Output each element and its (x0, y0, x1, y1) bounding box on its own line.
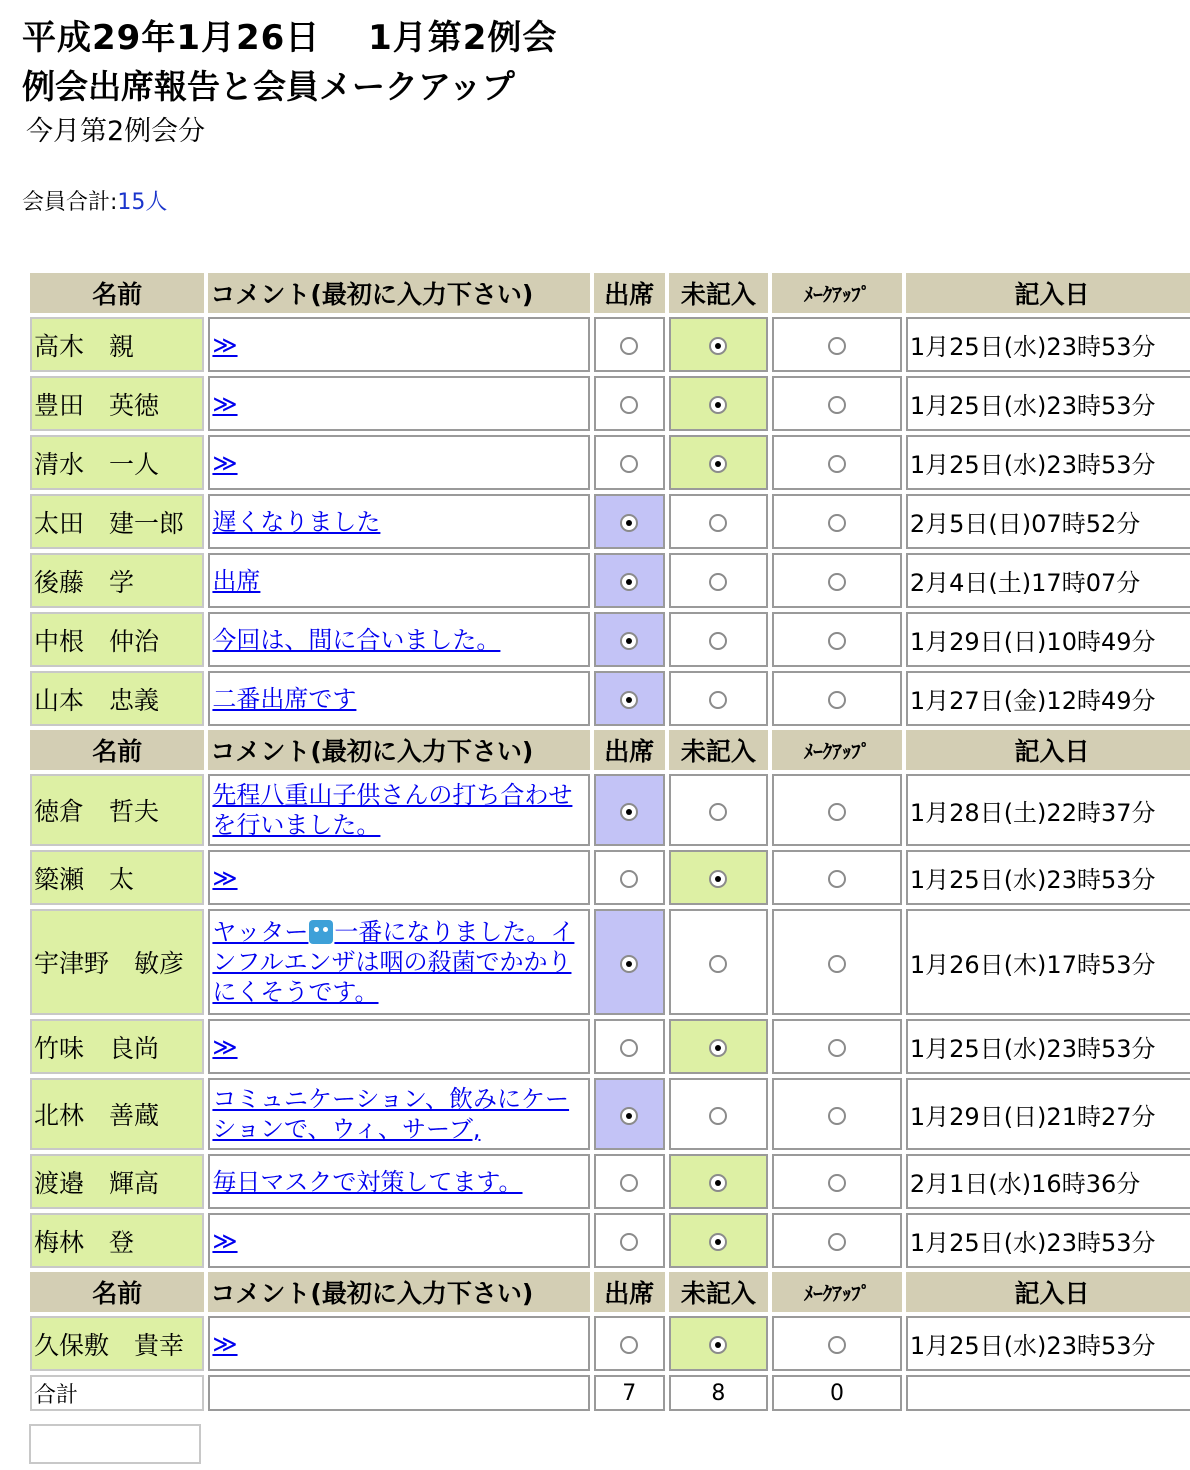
makeup-cell (772, 553, 902, 608)
comment-link[interactable]: 出席 (212, 566, 261, 595)
entry-date: 2月1日(水)16時36分 (906, 1154, 1190, 1209)
column-header-date: 記入日 (906, 273, 1190, 313)
makeup-cell (772, 850, 902, 905)
entry-date: 1月25日(水)23時53分 (906, 317, 1190, 372)
entry-date: 1月25日(水)23時53分 (906, 1213, 1190, 1268)
attend-radio[interactable] (620, 396, 638, 414)
makeup-cell (772, 494, 902, 549)
makeup-radio[interactable] (828, 573, 846, 591)
attend-radio[interactable] (620, 514, 638, 532)
comment-text-pre: ヤッター (212, 918, 309, 946)
table-row (30, 1019, 1190, 1074)
entry-date: 1月25日(水)23時53分 (906, 376, 1190, 431)
unreported-radio[interactable] (709, 803, 727, 821)
comment-link[interactable]: 二番出席です (212, 684, 357, 713)
column-header-unreported: 未記入 (669, 730, 768, 770)
table-row (30, 1154, 1190, 1209)
entry-date: 1月29日(日)21時27分 (906, 1078, 1190, 1150)
entry-date: 1月29日(日)10時49分 (906, 612, 1190, 667)
comment-cell (208, 1154, 589, 1209)
table-header-row (30, 273, 1190, 313)
comment-text-post: 一番になりました。インフルエンザは咽の殺菌でかかりにくそうです。 (212, 918, 575, 1006)
unreported-cell (669, 671, 768, 726)
unreported-radio[interactable] (709, 1174, 727, 1192)
makeup-radio[interactable] (828, 870, 846, 888)
member-name: 清水 一人 (30, 435, 204, 490)
member-total-value: 15人 (117, 190, 168, 215)
member-name: 後藤 学 (30, 553, 204, 608)
comment-link[interactable]: ≫ (212, 448, 238, 477)
member-name: 久保敷 貴幸 (30, 1316, 204, 1371)
attend-cell (594, 850, 665, 905)
attend-cell (594, 1154, 665, 1209)
attend-cell (594, 671, 665, 726)
member-name: 簗瀬 太 (30, 850, 204, 905)
column-header-makeup: ﾒｰｸｱｯﾌﾟ (772, 1272, 902, 1312)
comment-link[interactable]: 今回は、間に合いました。 (212, 625, 501, 654)
unreported-cell (669, 1316, 768, 1371)
totals-label: 合計 (30, 1375, 204, 1411)
makeup-cell (772, 1019, 902, 1074)
member-name: 渡邉 輝高 (30, 1154, 204, 1209)
column-header-name: 名前 (30, 730, 204, 770)
unreported-radio[interactable] (709, 337, 727, 355)
column-header-name: 名前 (30, 1272, 204, 1312)
column-header-makeup: ﾒｰｸｱｯﾌﾟ (772, 273, 902, 313)
unreported-radio[interactable] (709, 955, 727, 973)
unreported-cell (669, 435, 768, 490)
makeup-cell (772, 1078, 902, 1150)
attend-radio[interactable] (620, 1233, 638, 1251)
comment-link[interactable]: ≫ (212, 1226, 238, 1255)
page-subtitle: 今月第2例会分 (26, 116, 206, 147)
comment-link[interactable]: ≫ (212, 1329, 238, 1358)
member-name: 中根 仲治 (30, 612, 204, 667)
attend-cell (594, 317, 665, 372)
page-title: 例会出席報告と会員メークアップ (22, 67, 515, 106)
unreported-cell (669, 494, 768, 549)
table-row (30, 1213, 1190, 1268)
table-row (30, 1078, 1190, 1150)
attend-cell (594, 1213, 665, 1268)
comment-link[interactable]: ≫ (212, 389, 238, 418)
makeup-cell (772, 909, 902, 1015)
attend-cell (594, 553, 665, 608)
comment-cell (208, 774, 589, 846)
table-row (30, 376, 1190, 431)
makeup-radio[interactable] (828, 1336, 846, 1354)
attend-cell (594, 1316, 665, 1371)
attend-cell (594, 376, 665, 431)
totals-row (30, 1375, 1190, 1411)
member-name: 梅林 登 (30, 1213, 204, 1268)
unreported-cell (669, 612, 768, 667)
table-row (30, 1316, 1190, 1371)
unreported-cell (669, 317, 768, 372)
member-name: 竹味 良尚 (30, 1019, 204, 1074)
comment-cell (208, 553, 589, 608)
table-row (30, 774, 1190, 846)
attend-radio[interactable] (620, 632, 638, 650)
member-name: 徳倉 哲夫 (30, 774, 204, 846)
makeup-radio[interactable] (828, 803, 846, 821)
makeup-cell (772, 671, 902, 726)
entry-date: 1月27日(金)12時49分 (906, 671, 1190, 726)
attend-radio[interactable] (620, 870, 638, 888)
unreported-radio[interactable] (709, 691, 727, 709)
attend-radio[interactable] (620, 573, 638, 591)
table-row (30, 671, 1190, 726)
makeup-cell (772, 1316, 902, 1371)
unreported-radio[interactable] (709, 870, 727, 888)
unreported-radio[interactable] (709, 1336, 727, 1354)
attend-radio[interactable] (620, 455, 638, 473)
comment-cell (208, 909, 589, 1015)
comment-cell (208, 435, 589, 490)
makeup-radio[interactable] (828, 691, 846, 709)
makeup-cell (772, 612, 902, 667)
comment-link[interactable]: 毎日マスクで対策してます。 (212, 1167, 523, 1196)
entry-date: 1月25日(水)23時53分 (906, 1019, 1190, 1074)
unreported-cell (669, 1213, 768, 1268)
column-header-unreported: 未記入 (669, 273, 768, 313)
column-header-date: 記入日 (906, 730, 1190, 770)
column-header-attend: 出席 (594, 273, 665, 313)
attend-cell (594, 1019, 665, 1074)
unreported-radio[interactable] (709, 1039, 727, 1057)
attend-radio[interactable] (620, 1039, 638, 1057)
column-header-name: 名前 (30, 273, 204, 313)
column-header-comment: コメント(最初に入力下さい) (208, 730, 589, 770)
makeup-radio[interactable] (828, 1039, 846, 1057)
comment-cell (208, 494, 589, 549)
makeup-radio[interactable] (828, 455, 846, 473)
unreported-cell (669, 553, 768, 608)
page-title-date: 平成29年1月26日 1月第2例会 (22, 18, 558, 58)
makeup-cell (772, 376, 902, 431)
makeup-radio[interactable] (828, 955, 846, 973)
makeup-radio[interactable] (828, 632, 846, 650)
table-header-row (30, 1272, 1190, 1312)
table-header-row (30, 730, 1190, 770)
makeup-radio[interactable] (828, 514, 846, 532)
attendance-table (26, 269, 1190, 1415)
comment-cell (208, 850, 589, 905)
unreported-radio[interactable] (709, 632, 727, 650)
makeup-cell (772, 774, 902, 846)
member-total-label: 会員合計: (22, 190, 118, 215)
makeup-radio[interactable] (828, 337, 846, 355)
unreported-radio[interactable] (709, 1107, 727, 1125)
table-row (30, 494, 1190, 549)
attend-radio[interactable] (620, 803, 638, 821)
table-row (30, 850, 1190, 905)
attend-radio[interactable] (620, 337, 638, 355)
comment-link[interactable]: ≫ (212, 330, 238, 359)
entry-date: 1月25日(水)23時53分 (906, 1316, 1190, 1371)
column-header-makeup: ﾒｰｸｱｯﾌﾟ (772, 730, 902, 770)
attend-radio[interactable] (620, 691, 638, 709)
member-name: 山本 忠義 (30, 671, 204, 726)
unreported-cell (669, 1154, 768, 1209)
table-row (30, 435, 1190, 490)
unreported-radio[interactable] (709, 573, 727, 591)
entry-date: 2月5日(日)07時52分 (906, 494, 1190, 549)
comment-link[interactable]: 先程八重山子供さんの打ち合わせを行いました。 (212, 781, 573, 839)
attend-radio[interactable] (620, 1336, 638, 1354)
table-row (30, 612, 1190, 667)
makeup-radio[interactable] (828, 1107, 846, 1125)
comment-link[interactable] (212, 918, 574, 1006)
comment-cell (208, 317, 589, 372)
makeup-radio[interactable] (828, 1174, 846, 1192)
emoji-icon (309, 920, 333, 944)
totals-unreported: 8 (669, 1375, 768, 1411)
member-name: 豊田 英徳 (30, 376, 204, 431)
table-row (30, 553, 1190, 608)
column-header-attend: 出席 (594, 730, 665, 770)
makeup-radio[interactable] (828, 396, 846, 414)
column-header-attend: 出席 (594, 1272, 665, 1312)
totals-date-empty (906, 1375, 1190, 1411)
empty-input-box[interactable] (29, 1424, 201, 1464)
unreported-radio[interactable] (709, 396, 727, 414)
comment-link[interactable]: コミュニケーション、飲みにケーションで、ウィ、サーブ, (212, 1085, 570, 1143)
comment-cell (208, 1078, 589, 1150)
unreported-cell (669, 850, 768, 905)
comment-link[interactable]: ≫ (212, 1032, 238, 1061)
attend-cell (594, 909, 665, 1015)
member-name: 太田 建一郎 (30, 494, 204, 549)
attend-cell (594, 435, 665, 490)
entry-date: 1月28日(土)22時37分 (906, 774, 1190, 846)
comment-link[interactable]: ≫ (212, 863, 238, 892)
table-row (30, 317, 1190, 372)
totals-comment-empty (208, 1375, 589, 1411)
member-name: 北林 善蔵 (30, 1078, 204, 1150)
attend-cell (594, 774, 665, 846)
comment-cell (208, 376, 589, 431)
column-header-comment: コメント(最初に入力下さい) (208, 273, 589, 313)
comment-cell (208, 671, 589, 726)
entry-date: 1月25日(水)23時53分 (906, 435, 1190, 490)
unreported-cell (669, 376, 768, 431)
unreported-cell (669, 774, 768, 846)
totals-attend: 7 (594, 1375, 665, 1411)
entry-date: 1月26日(木)17時53分 (906, 909, 1190, 1015)
totals-makeup: 0 (772, 1375, 902, 1411)
column-header-comment: コメント(最初に入力下さい) (208, 1272, 589, 1312)
comment-cell (208, 1213, 589, 1268)
entry-date: 2月4日(土)17時07分 (906, 553, 1190, 608)
makeup-cell (772, 435, 902, 490)
unreported-cell (669, 1078, 768, 1150)
member-name: 高木 親 (30, 317, 204, 372)
unreported-cell (669, 1019, 768, 1074)
attend-radio[interactable] (620, 1107, 638, 1125)
makeup-cell (772, 317, 902, 372)
attend-cell (594, 612, 665, 667)
member-total (22, 186, 167, 220)
unreported-radio[interactable] (709, 1233, 727, 1251)
column-header-unreported: 未記入 (669, 1272, 768, 1312)
unreported-radio[interactable] (709, 455, 727, 473)
comment-link[interactable]: 遅くなりました (212, 507, 381, 536)
unreported-radio[interactable] (709, 514, 727, 532)
column-header-date: 記入日 (906, 1272, 1190, 1312)
comment-cell (208, 1019, 589, 1074)
entry-date: 1月25日(水)23時53分 (906, 850, 1190, 905)
member-name: 宇津野 敏彦 (30, 909, 204, 1015)
attend-radio[interactable] (620, 1174, 638, 1192)
unreported-cell (669, 909, 768, 1015)
makeup-radio[interactable] (828, 1233, 846, 1251)
makeup-cell (772, 1154, 902, 1209)
table-row (30, 909, 1190, 1015)
comment-cell (208, 1316, 589, 1371)
attend-cell (594, 1078, 665, 1150)
attend-cell (594, 494, 665, 549)
comment-cell (208, 612, 589, 667)
attend-radio[interactable] (620, 955, 638, 973)
makeup-cell (772, 1213, 902, 1268)
